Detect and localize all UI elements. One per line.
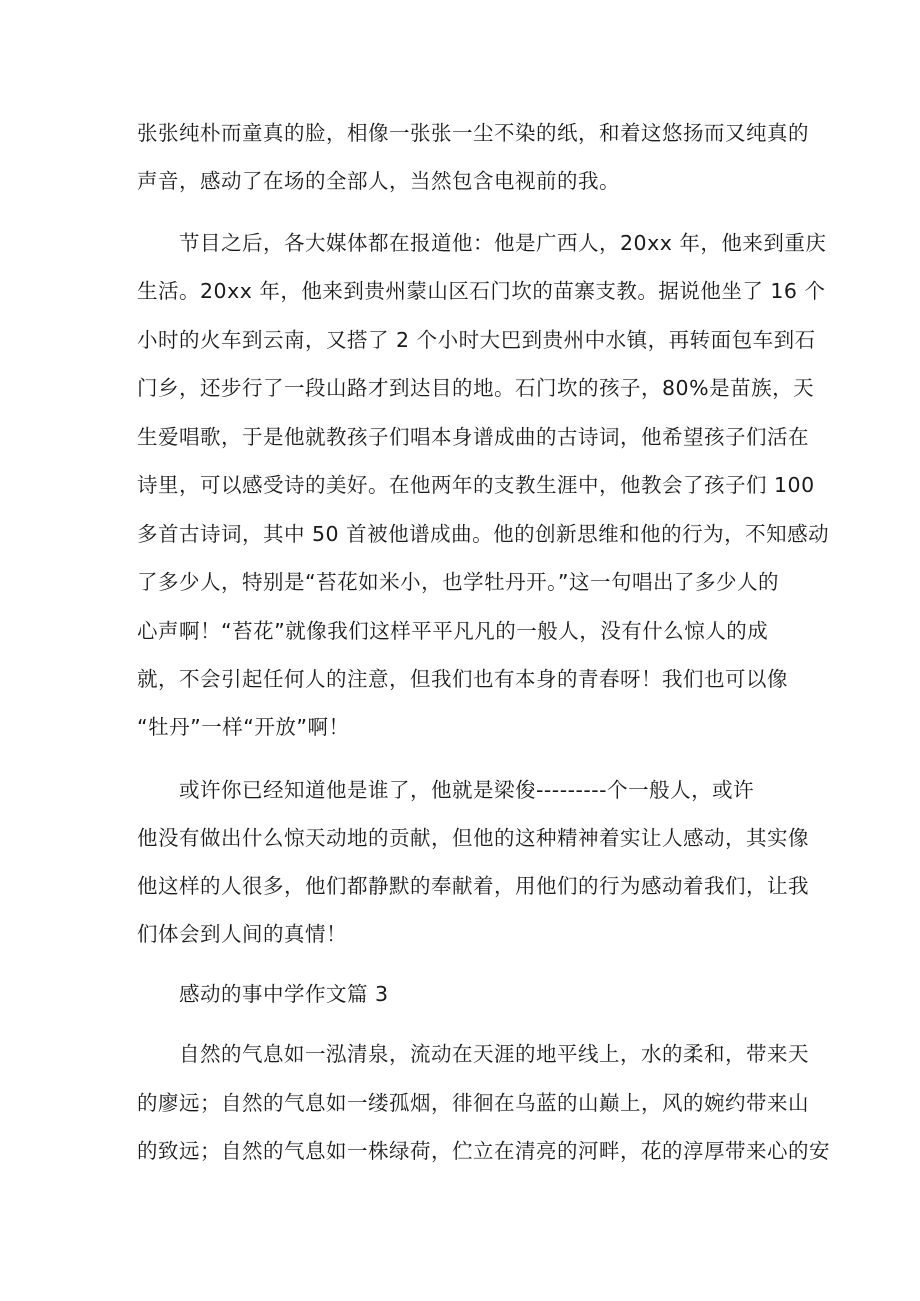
paragraph-2-line-4: 门乡，还步行了一段山路才到达目的地。石门坎的孩子，80%是苗族，天 — [137, 376, 815, 400]
paragraph-4-line-3: 的致远；自然的气息如一株绿荷，伫立在清亮的河畔，花的淳厚带来心的安 — [137, 1139, 830, 1163]
paragraph-2-line-3: 小时的火车到云南，又搭了 2 个小时大巴到贵州中水镇，再转面包车到石 — [137, 328, 816, 352]
paragraph-3-line-2: 他没有做出什么惊天动地的贡献，但他的这种精神着实让人感动，其实像 — [137, 826, 809, 850]
paragraph-2-line-11: “牡丹”一样“开放”啊！ — [137, 715, 350, 739]
paragraph-2-line-5: 生爱唱歌，于是他就教孩子们唱本身谱成曲的古诗词，他希望孩子们活在 — [137, 425, 809, 449]
paragraph-2-line-6: 诗里，可以感受诗的美好。在他两年的支教生涯中，他教会了孩子们 100 — [137, 473, 815, 497]
paragraph-1-line-1: 张张纯朴而童真的脸，相像一张张一尘不染的纸，和着这悠扬而又纯真的 — [137, 121, 809, 145]
paragraph-2-line-2: 生活。20xx 年，他来到贵州蒙山区石门坎的苗寨支教。据说他坐了 16 个 — [137, 279, 826, 303]
paragraph-2-line-8: 了多少人，特别是“苔花如米小，也学牡丹开。”这一句唱出了多少人的 — [137, 570, 779, 594]
paragraph-3-line-1: 或许你已经知道他是谁了，他就是梁俊---------个一般人，或许 — [179, 778, 755, 802]
paragraph-4-line-1: 自然的气息如一泓清泉，流动在天涯的地平线上，水的柔和，带来天 — [179, 1042, 809, 1066]
paragraph-3-line-4: 们体会到人间的真情！ — [137, 922, 347, 946]
paragraph-3-line-3: 他这样的人很多，他们都静默的奉献着，用他们的行为感动着我们，让我 — [137, 874, 809, 898]
paragraph-1-line-2: 声音，感动了在场的全部人，当然包含电视前的我。 — [137, 169, 620, 193]
paragraph-4-line-2: 的廖远；自然的气息如一缕孤烟，徘徊在乌蓝的山巅上，风的婉约带来山 — [137, 1091, 809, 1115]
paragraph-2-line-10: 就，不会引起任何人的注意，但我们也有本身的青春呀！我们也可以像 — [137, 667, 788, 691]
section-heading: 感动的事中学作文篇 3 — [179, 982, 389, 1006]
paragraph-2-line-9: 心声啊！“苔花”就像我们这样平平凡凡的一般人，没有什么惊人的成 — [137, 619, 769, 643]
paragraph-2-line-7: 多首古诗词，其中 50 首被他谱成曲。他的创新思维和他的行为，不知感动 — [137, 522, 830, 546]
paragraph-2-line-1: 节目之后，各大媒体都在报道他：他是广西人，20xx 年，他来到重庆 — [179, 231, 827, 255]
